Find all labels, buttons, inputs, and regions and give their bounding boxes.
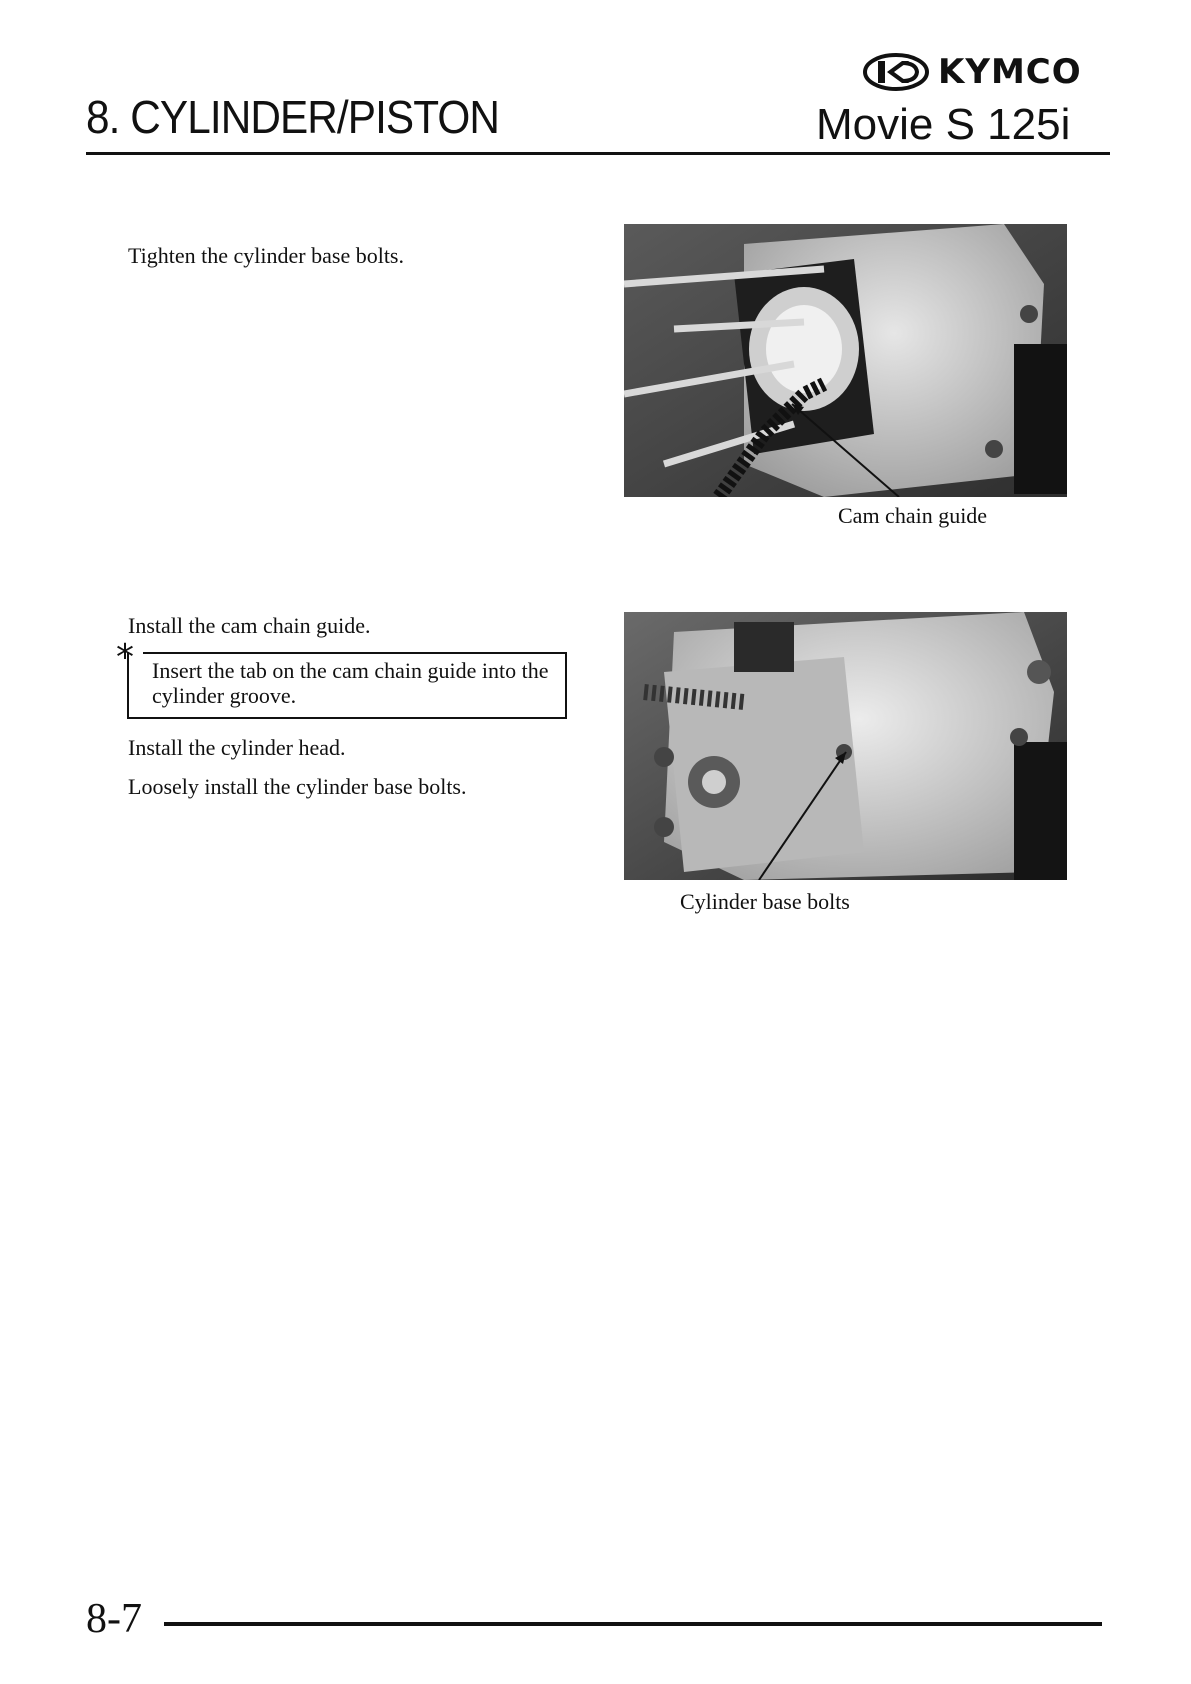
note-box-top-rule	[143, 652, 565, 654]
page-number: 8-7	[86, 1596, 142, 1642]
chapter-title: 8. CYLINDER/PISTON	[86, 91, 500, 143]
brand-name: KYMCO	[938, 52, 1082, 92]
header-rule	[86, 152, 1110, 155]
figure2-caption: Cylinder base bolts	[680, 889, 850, 914]
note-marker: *	[116, 637, 134, 678]
model-name: Movie S 125i	[816, 100, 1071, 149]
brand-logo	[862, 52, 1082, 92]
figure1-caption: Cam chain guide	[838, 503, 988, 528]
kymco-emblem-icon	[862, 52, 930, 92]
step-install-cam-chain-guide: Install the cam chain guide.	[128, 613, 371, 638]
footer-rule	[164, 1622, 1102, 1626]
step-tighten-bolts: Tighten the cylinder base bolts.	[128, 243, 404, 268]
step-loosely-install-bolts: Loosely install the cylinder base bolts.	[128, 774, 467, 799]
figure-cam-chain-guide-photo	[624, 224, 1067, 497]
figure-cylinder-base-bolts-photo	[624, 612, 1067, 880]
note-text: Insert the tab on the cam chain guide into the cylinder groove.	[152, 658, 549, 708]
step-install-cylinder-head: Install the cylinder head.	[128, 735, 346, 760]
